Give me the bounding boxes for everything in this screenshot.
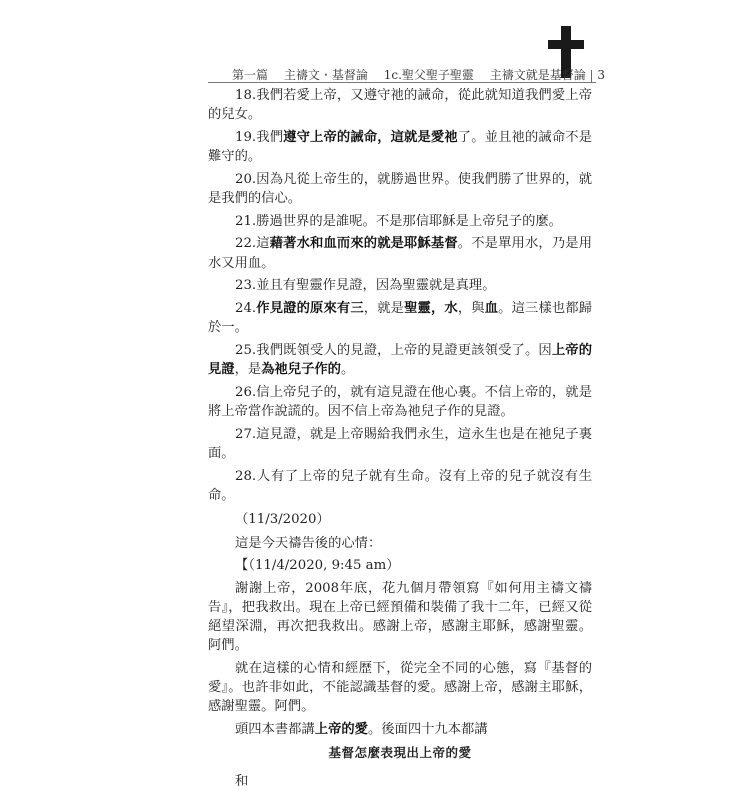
verse-20: 20.因為凡從上帝生的，就勝過世界。使我們勝了世界的，就是我們的信心。	[208, 171, 592, 207]
verse-21: 21.勝過世界的是誰呢。不是那信耶穌是上帝兒子的麼。	[235, 213, 562, 229]
trailing-word: 和	[235, 774, 249, 789]
verse-27: 27.這見證，就是上帝賜給我們永生，這永生也是在祂兒子裏面。	[208, 426, 592, 461]
note-paragraph-3: 頭四本書都講上帝的愛。後面四十九本都講	[235, 722, 488, 738]
verse-24: 24.作見證的原來有三，就是聖靈，水，與血。這三樣也都歸於一。	[208, 301, 593, 336]
book-title: 基督怎麼表現出上帝的愛	[328, 744, 472, 760]
header-rule	[208, 82, 596, 83]
date-note-1: （11/3/2020）	[235, 512, 330, 528]
verse-23: 23.並且有聖靈作見證，因為聖靈就是真理。	[235, 278, 496, 294]
header-section-3: 主禱文就是基督論	[489, 68, 586, 82]
date-note-2: 【（11/4/2020, 9:45 am）	[235, 558, 400, 574]
page-header: 第一篇 主禱文・基督論 1c.聖父聖子聖靈 主禱文就是基督論 | 3	[232, 68, 606, 82]
verse-22: 22.這藉著水和血而來的就是耶穌基督。不是單用水，乃是用水又用血。	[208, 236, 592, 271]
page-number: 3	[597, 68, 606, 82]
header-section-1: 主禱文	[283, 68, 320, 82]
verse-28: 28.人有了上帝的兒子就有生命。沒有上帝的兒子就沒有生命。	[208, 468, 592, 503]
verse-26: 26.信上帝兒子的，就有這見證在他心裏。不信上帝的，就是將上帝當作說謊的。因不信上帝為祂兒子作的見證。	[208, 384, 592, 420]
header-section-1-sub: 基督論	[331, 68, 368, 82]
verse-18: 18.我們若愛上帝，又遵守祂的誡命，從此就知道我們愛上帝的兒女。	[208, 88, 592, 123]
verse-25: 25.我們既領受人的見證，上帝的見證更該領受了。因上帝的見證，是為祂兒子作的。	[208, 342, 592, 378]
note-paragraph-1: 謝謝上帝，2008年底，花九個月帶領寫『如何用主禱文禱告』，把我救出。現在上帝已經預備和裝備了我十二年，已經又從絕望深淵，再次把我救出。感謝上帝，感謝主耶穌，感謝聖靈。阿們。	[208, 580, 592, 654]
verse-19: 19.我們遵守上帝的誡命，這就是愛祂了。並且祂的誡命不是難守的。	[208, 129, 592, 165]
note-intro: 這是今天禱告後的心情：	[235, 536, 382, 552]
note-paragraph-2: 就在這樣的心情和經歷下，從完全不同的心態，寫『基督的愛』。也許非如此，不能認識基督的愛。感謝上帝，感謝主耶穌，感謝聖靈。阿們。	[208, 660, 592, 715]
header-part: 第一篇	[232, 68, 269, 82]
header-section-2: 1c.聖父聖子聖靈	[383, 68, 474, 82]
page-body	[208, 86, 592, 791]
